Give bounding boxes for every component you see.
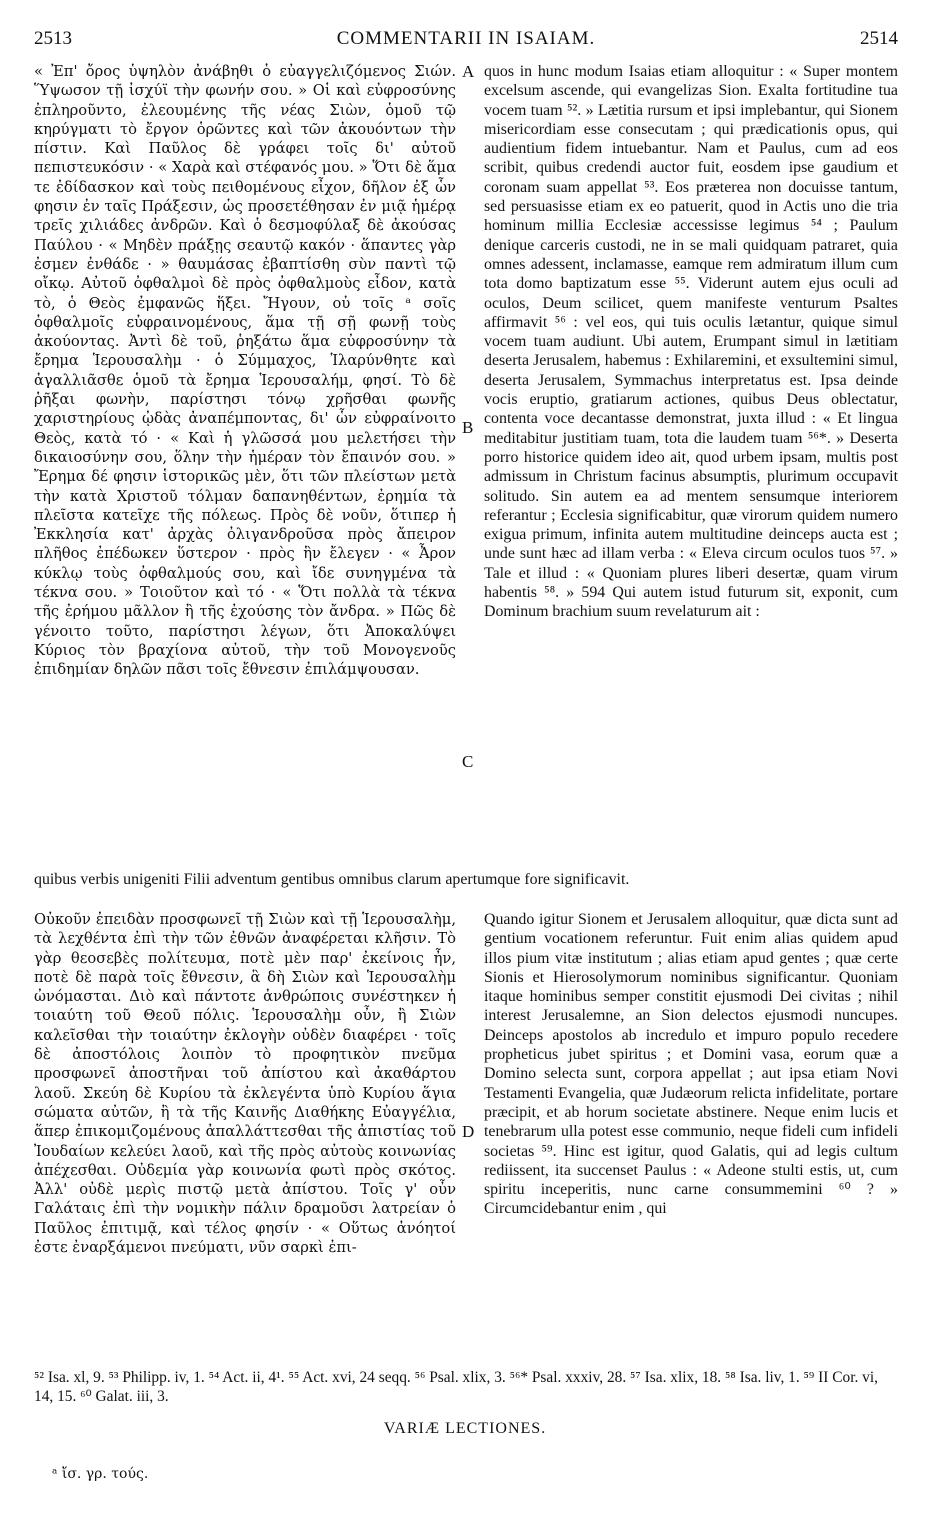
greek-column-bottom (34, 910, 456, 1257)
greek-paragraph: Οὐκοῦν ἐπειδὰν προσφωνεῖ τῇ Σιὼν καὶ τῇ Ἱερουσαλὴμ, τὰ λεχθέντα ἐπὶ τὴν τῶν ἐθνῶν ἀναφέρεται κλῆσιν. Τὸ γὰρ θεοσεβὲς πολίτευμα, ποτὲ μὲν παρ' ἐκείνοις ἦν, ποτὲ δὲ παρὰ τοῖς ἔθνεσιν, ἃ δὴ Σιὼν καὶ Ἱερουσαλὴμ ὠνόμασται. Διὸ καὶ πάντοτε ἀνθρώποις συνέστηκεν ἡ τοιαύτη τοῦ Θεοῦ πόλις. Ἱερουσαλὴμ οὖν, ἢ Σιὼν καλεῖσθαι τὴν τοιαύτην ἐκλογὴν οὐδὲν διαφέρει · τοῖς δὲ ἀποστόλοις λοιπὸν τὸ προφητικὸν πνεῦμα προσφωνεῖ ἀποστῆναι τοῦ ἀπίστου καὶ ἀκαθάρτου λαοῦ. Σκεύη δὲ Κυρίου τὰ ἐκλεγέντα ὑπὸ Κυρίου ἅγια σώματα αὐτῶν, ἢ τὰ τῆς Καινῆς Διαθήκης Εὐαγγέλια, ἅπερ ἐπικομιζομένους ἀπαλλάττεσθαι τῆς ἀπιστίας τοῦ Ἰουδαίων κελεύει λαοῦ, καὶ τῆς πρὸς αὐτοὺς κοινωνίας ἀπέχεσθαι. Οὐδεμία γὰρ κοινωνία φωτὶ πρὸς σκότος. Ἀλλ' οὐδὲ μερὶς πιστῷ μετὰ ἀπίστου. Τοῖς γ' οὖν Γαλάταις ἐπὶ τὴν νομικὴν πάλιν δραμοῦσι λατρείαν ὁ Παῦλος ἐπιτιμᾷ, καὶ τέλος φησίν · « Οὕτως ἀνόητοί ἐστε ἐναρξάμενοι πνεύματι, νῦν σαρκὶ ἐπι- (34, 911, 456, 1257)
footnote-line: ⁵² Isa. xl, 9. ⁵³ Philipp. iv, 1. ⁵⁴ Act. ii, 4¹. ⁵⁵ Act. xvi, 24 seqq. ⁵⁶ Psal. xlix, 3. ⁵⁶* Psal. xxxiv, 28. ⁵⁷ Isa. xlix, 18. ⁵⁸ Isa. liv, 1. ⁵⁹ II Cor. vi, 14, 15. ⁶⁰ Galat. iii, 3. (34, 1369, 878, 1405)
latin-column-bottom (484, 910, 898, 1219)
margin-letter-a: A (462, 62, 475, 81)
variae-lectiones-note: ᵃ ἴσ. γρ. τούς. (52, 1466, 149, 1482)
greek-paragraph: « Ἐπ' ὄρος ὑψηλὸν ἀνάβηθι ὁ εὐαγγελιζόμενος Σιών. Ὕψωσον τῇ ἰσχύϊ τὴν φωνήν σου. » Οἱ καὶ εὐφροσύνης ἐπληροῦντο, ἐλεουμένης τῆς νέας Σιὼν, ὁμοῦ τῷ κηρύγματι τὸ ἔργον ὁρῶντες καὶ τῶν ἀκουόντων τὴν πίστιν. Καὶ Παῦλος δὲ γράφει τοῖς δι' αὐτοῦ πεπιστευκόσιν · « Χαρὰ καὶ στέφανός μου. » Ὅτι δὲ ἅμα τε ἐδίδασκον καὶ τοὺς πειθομένους εἶχον, δῆλον ἐξ ὧν φησιν ἐν ταῖς Πράξεσιν, ὡς προσετέθησαν ἐν μιᾷ ἡμέρᾳ τρεῖς χιλιάδες ἀνδρῶν. Καὶ ὁ δεσμοφύλαξ δὲ ἀκούσας Παύλου · « Μηδὲν πράξῃς σεαυτῷ κακόν · ἅπαντες γὰρ ἐσμεν ἐνθάδε · » θαυμάσας ἐβαπτίσθη σὺν παντὶ τῷ οἴκῳ. Αὐτοῦ ὀφθαλμοὶ δὲ πρὸς ὀφθαλμοὺς εἶδον, κατὰ τὸ, ὁ Θεὸς ἐμφανῶς ἥξει. Ἤγουν, οὐ τοῖς ᵃ σοῖς ὀφθαλμοῖς εὐφραινομένους, ἅμα τῇ σῇ φωνῇ τοὺς ἀκούοντας. Ἀντὶ δὲ τοῦ, ῥηξάτω ἅμα εὐφροσύνην τὰ ἔρημα Ἱερουσαλὴμ · ὁ Σύμμαχος, Ἱλαρύνθητε καὶ ἀγαλλιᾶσθε ὁμοῦ τὰ ἔρημα Ἱερουσαλήμ, φησί. Τὸ δὲ ῥῆξαι φωνὴν, παρίστησι τόνῳ χρῆσθαι φωνῆς χαριστηρίους ᾠδὰς ἀναπέμποντας, δι' ὧν εὐφραίνοιτο Θεὸς, κατὰ τό · « Καὶ ἡ γλῶσσά μου μελετήσει τὴν δικαιοσύνην σου, ὅλην τὴν ἡμέραν τὸν ἔπαινόν σου. » Ἔρημα δέ φησιν ἱστορικῶς μὲν, ὅτι τῶν πλείστων μετὰ τὴν κατὰ Χριστοῦ τόλμαν δαπανηθέντων, ἐρημία τὰ πλεῖστα κατεῖχε τῆς πόλεως. Πρὸς δὲ νοῦν, ὅτιπερ ἡ Ἐκκλησία κατ' ἀρχὰς ὀλιγανδροῦσα πρὸς ἄπειρον πλῆθος ἐπέδωκεν ὕστερον · πρὸς ἣν ἔλεγεν · « Ἆρον κύκλῳ τοὺς ὀφθαλμούς σου, καὶ ἴδε συνηγμένα τὰ τέκνα σου. » Τοιοῦτον καὶ τό · « Ὅτι πολλὰ τὰ τέκνα τῆς ἐρήμου μᾶλλον ἢ τῆς ἐχούσης τὸν ἄνδρα. » Πῶς δὲ γένοιτο τοῦτο, παρίστησι λέγων, ὅτι Ἀποκαλύψει Κύριος τὸν βραχίονα αὐτοῦ, τὴν τοῦ Μονογενοῦς ἐπιδημίαν δηλῶν πᾶσι τοῖς ἔθνεσιν ἐπιλάμψουσαν. (34, 63, 456, 679)
running-title: COMMENTARII IN ISAIAM. (336, 28, 596, 49)
margin-letter-d: D (462, 1122, 475, 1141)
margin-letter-b: B (462, 418, 474, 437)
greek-column-top (34, 62, 456, 680)
left-page-number: 2513 (34, 28, 72, 49)
margin-letter-c: C (462, 752, 474, 771)
latin-paragraph: quos in hunc modum Isaias etiam alloquitur : « Super montem excelsum ascende, qui evangelizas Sion. Exalta fortitudine tua vocem tuam ⁵². » Lætitia rursum et ipsi implebantur, qui Sionem misericordiam esse consecutam ; qui prædicationis opus, qui audientium fidem intuebantur. Nam et Paulus, cum ad eos scribit, quibus credendi auctor fuit, eosdem ipse gaudium et coronam suam appellat ⁵³. Eos præterea non docuisse tantum, sed persuasisse etiam ex eo patuerit, quod in Actis uno die tria hominum millia Ecclesiæ accessisse legimus ⁵⁴ ; Paulum denique carceris custodi, ne in se mali quidquam patraret, quia omnes adessent, inclamasse, eamque rem admiratum illum cum tota domo baptizatum esse ⁵⁵. Viderunt autem ejus oculi ad oculos, Deum scilicet, quem manifeste venturum Psaltes affirmavit ⁵⁶ : vel eos, qui tuis oculis lætantur, quique simul vocem tuam audiunt. Ubi autem, Erumpant simul in lætitiam deserta Jerusalem, habemus : Exhilaremini, et exsultemini simul, deserta Jerusalem, Symmachus interpretatus est. Ipsa deinde vocis eruptio, gratiarum actiones, quibus Deus oblectatur, contenta voce decantasse demonstrat, juxta illud : « Et lingua meditabitur justitiam tuam, tota die laudem tuam ⁵⁶*. » Deserta porro historice quidem ideo ait, quod urbem ipsam, multis post admissum in Christum facinus absumptis, plurimum occupavit solitudo. Sin autem ea ad mentem sensumque interiorem referantur ; Ecclesia significabitur, quæ virorum quidem numero exigua primum, infinita autem multitudine deinceps aucta est ; unde sunt hæc ad illam verba : « Eleva circum oculos tuos ⁵⁷. » Tale et illud : « Quoniam plures liberi desertæ, quam virum habentis ⁵⁸. » 594 Qui autem istud futurum sit, exponit, cum Dominum brachium suum revelaturum ait : (484, 63, 898, 621)
footnotes (34, 1368, 898, 1406)
page-header (34, 28, 898, 54)
variae-lectiones-heading: VARIÆ LECTIONES. (383, 1420, 547, 1437)
latin-paragraph: Quando igitur Sionem et Jerusalem alloquitur, quæ dicta sunt ad gentium vocationem referuntur. Fuit enim alias quidem apud illos pium vitæ institutum ; alias etiam apud gentes ; quæ certe Sionis et Hierosolymorum nominibus significantur. Quoniam itaque hominibus semper constitit ejusmodi Dei civitas ; nihil interest Jerusalemne, an Sion delectos ejusmodi nuncupes. Deinceps apostolos ab incredulo et impuro populo recedere propheticus jubet spiritus ; et Domini vasa, eorum quæ a Domino selecta sunt, corpora appellat ; aut ipsa etiam Novi Testamenti Evangelia, quæ Judæorum relicta infidelitate, portare præcipit, et ab horum societate abstinere. Neque enim lucis et tenebrarum ulla potest esse communio, neque fideli cum infideli societas ⁵⁹. Hinc est igitur, quod Galatis, qui ad legis cultum rediissent, ita succenset Paulus : « Adeone stulti estis, ut, cum spiritu inceperitis, nunc carne consummemini ⁶⁰ ? » Circumcidebantur enim , qui (484, 911, 898, 1218)
full-width-line: quibus verbis unigeniti Filii adventum gentibus omnibus clarum apertumque fore significavit. (34, 871, 630, 888)
right-page-number: 2514 (860, 28, 898, 49)
latin-column-top (484, 62, 898, 622)
